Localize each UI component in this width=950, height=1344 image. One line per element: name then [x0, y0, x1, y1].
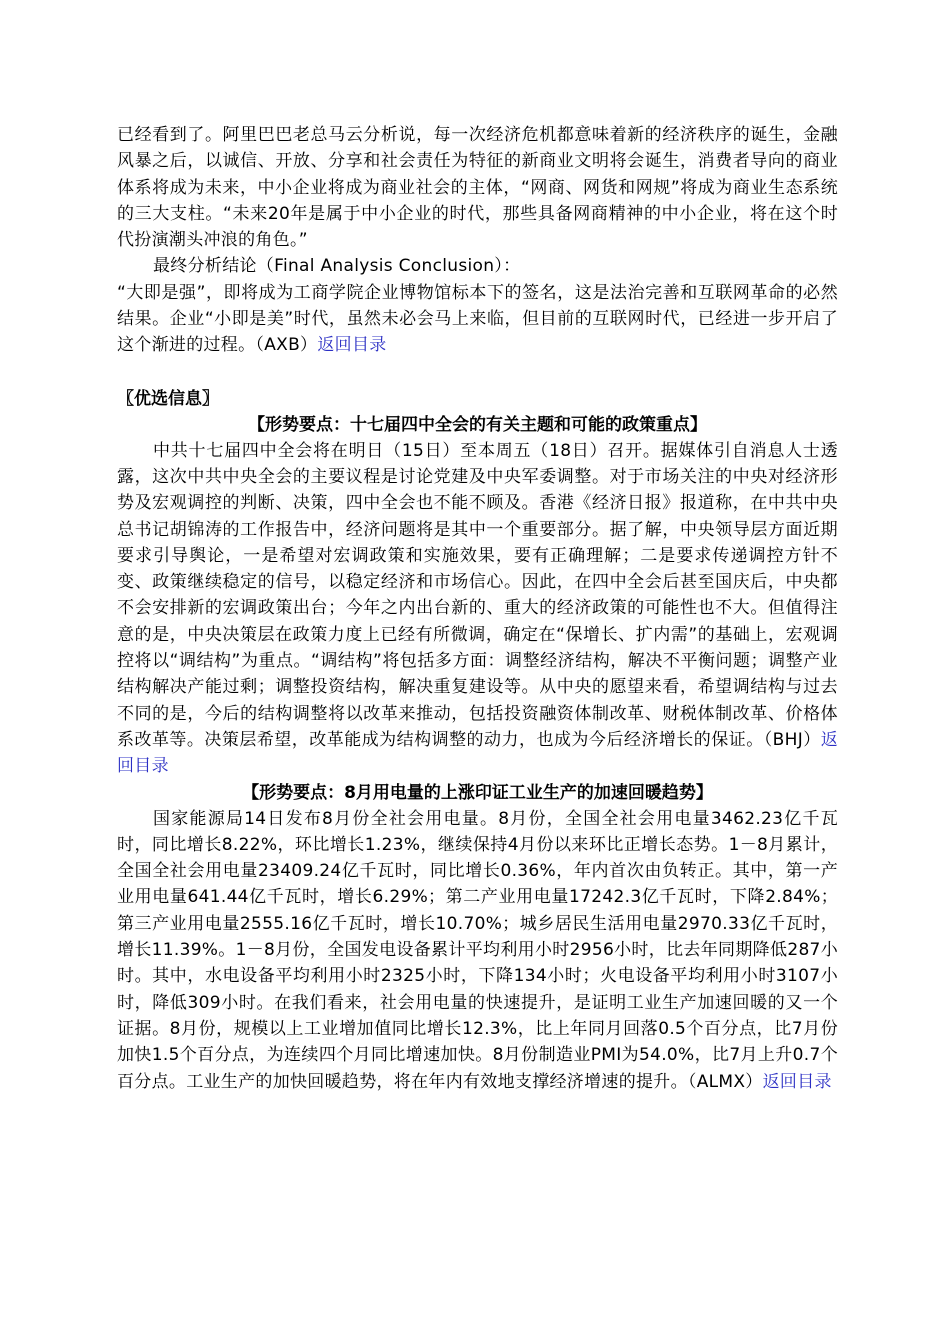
- section-heading: 〖优选信息〗: [117, 388, 219, 409]
- paragraph-conclusion: [117, 280, 838, 359]
- paragraph-text: 国家能源局14日发布8月份全社会用电量。8月份，全国全社会用电量3462.23亿千瓦时，同比增长8.22%，环比增长1.23%，继续保持4月份以来环比正增长态势。1－8月累计，全国全社会用电量23409.24亿千瓦时，同比增长0.36%，年内首次由负转正。其中，第一产业用电量641.44亿千瓦时，增长6.29%；第二产业用电量17242.3亿千瓦时，下降2.84%；第三产业用电量2555.16亿千瓦时，增长10.70%；城乡居民生活用电量2970.33亿千瓦时，增长11.39%。1－8月份，全国发电设备累计平均利用小时2956小时，比去年同期降低287小时。其中，水电设备平均利用小时2325小时，下降134小时；火电设备平均利用小时3107小时，降低309小时。在我们看来，社会用电量的快速提升，是证明工业生产加速回暖的又一个证据。8月份，规模以上工业增加值同比增长12.3%，比上年同月回落0.5个百分点，比7月份加快1.5个百分点，为连续四个月同比增速加快。8月份制造业PMI为54.0%，比7月上升0.7个百分点。工业生产的加快回暖趋势，将在年内有效地支撑经济增速的提升。（ALMX）: [117, 808, 838, 1092]
- paragraph-mayun-analysis: [117, 122, 838, 253]
- article-body: [117, 438, 838, 780]
- paragraph-text: 最终分析结论（Final Analysis Conclusion）：: [153, 256, 521, 277]
- spacer: [117, 359, 838, 386]
- paragraph-conclusion-label: [117, 253, 838, 279]
- paragraph-text: 已经看到了。阿里巴巴老总马云分析说，每一次经济危机都意味着新的经济秩序的诞生，金融风暴之后，以诚信、开放、分享和社会责任为特征的新商业文明将会诞生，消费者导向的商业体系将成为未来，中小企业将成为商业社会的主体，“网商、网货和网规”将成为商业生态系统的三大支柱。“未来20年是属于中小企业的时代，那些具备网商精神的中小企业，将在这个时代扮演潮头冲浪的角色。”: [117, 125, 838, 251]
- article-title: 【形势要点：8月用电量的上涨印证工业生产的加速回暖趋势】: [242, 782, 713, 803]
- paragraph-text: 中共十七届四中全会将在明日（15日）至本周五（18日）召开。据媒体引自消息人士透露，这次中共中央全会的主要议程是讨论党建及中央军委调整。对于市场关注的中央对经济形势及宏观调控的判断、决策，四中全会也不能不顾及。香港《经济日报》报道称，在中共中央总书记胡锦涛的工作报告中，经济问题将是其中一个重要部分。据了解，中央领导层方面近期要求引导舆论，一是希望对宏调政策和实施效果，要有正确理解；二是要求传递调控方针不变、政策继续稳定的信号，以稳定经济和市场信心。因此，在四中全会后甚至国庆后，中央都不会安排新的宏调政策出台；今年之内出台新的、重大的经济政策的可能性也不大。但值得注意的是，中央决策层在政策力度上已经有所微调，确定在“保增长、扩内需”的基础上，宏观调控将以“调结构”为重点。“调结构”将包括多方面：调整经济结构，解决不平衡问题；调整产业结构解决产能过剩；调整投资结构，解决重复建设等。从中央的愿望来看，希望调结构与过去不同的是，今后的结构调整将以改革来推动，包括投资融资体制改革、财税体制改革、价格体系改革等。决策层希望，改革能成为结构调整的动力，也成为今后经济增长的保证。（BHJ）: [117, 440, 838, 750]
- return-to-toc-link[interactable]: 返回目录: [117, 729, 838, 777]
- article-body: [117, 806, 838, 1095]
- return-to-toc-link[interactable]: 返回目录: [762, 1071, 832, 1092]
- article-title: 【形势要点：十七届四中全会的有关主题和可能的政策重点】: [248, 414, 707, 435]
- document-page: [117, 122, 838, 1095]
- return-to-toc-link[interactable]: 返回目录: [317, 335, 387, 356]
- paragraph-text: “大即是强”，即将成为工商学院企业博物馆标本下的签名，这是法治完善和互联网革命的必然结果。企业“小即是美”时代，虽然未必会马上来临，但目前的互联网时代，已经进一步开启了这个渐进的过程。（AXB）: [117, 282, 838, 356]
